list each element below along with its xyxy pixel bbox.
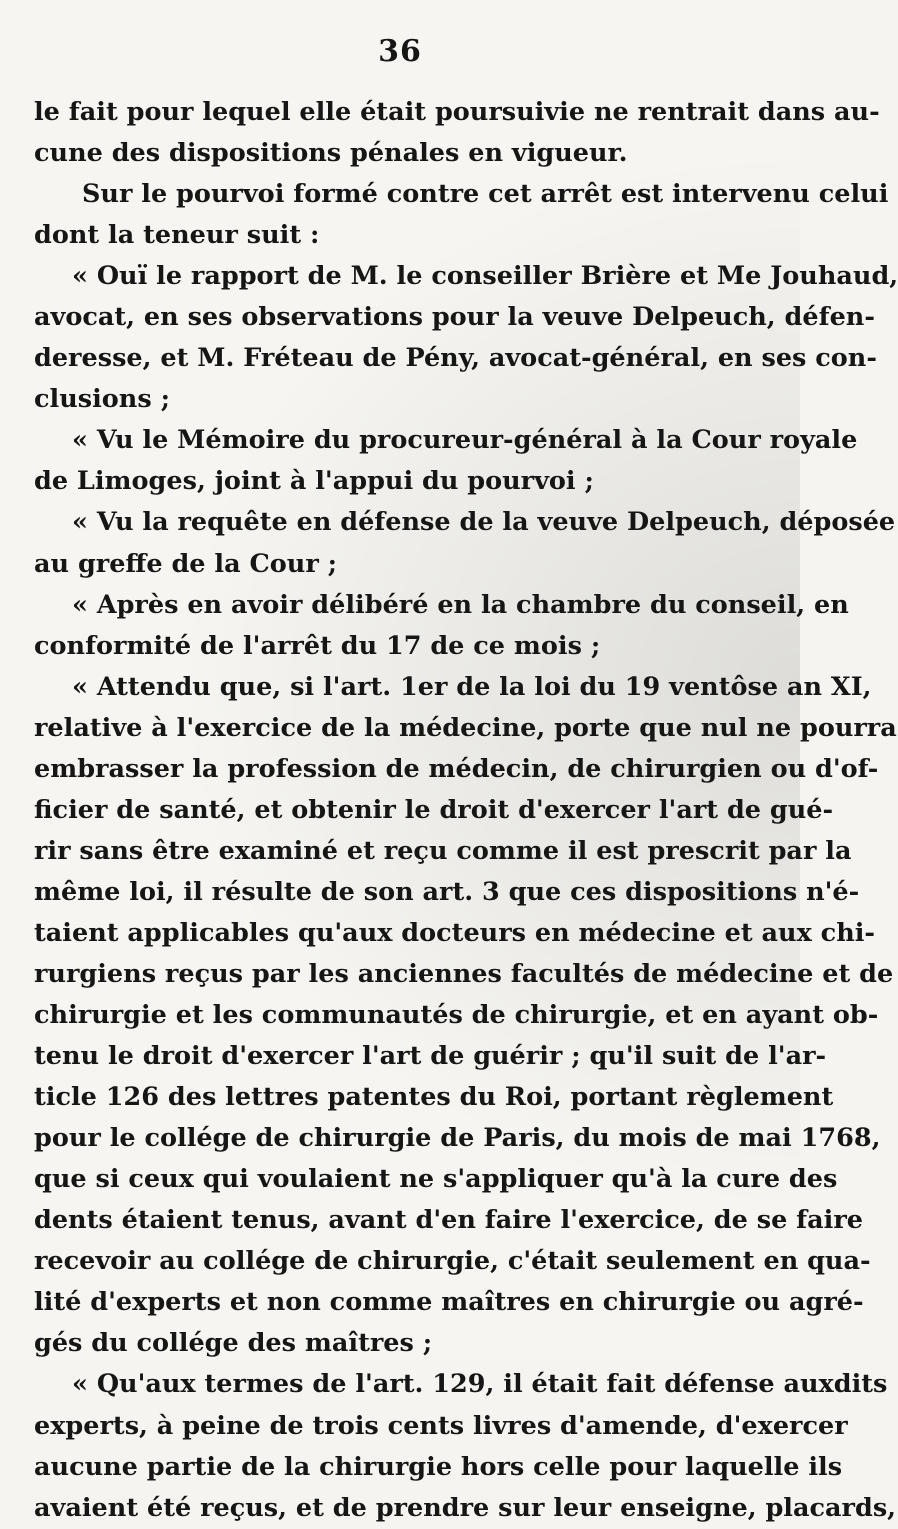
text-line: « Vu la requête en défense de la veuve Delpeuch, déposée (72, 507, 896, 538)
text-line: experts, à peine de trois cents livres d'amende, d'exercer (34, 1410, 848, 1441)
body-text (34, 92, 898, 1529)
text-line: rurgiens reçus par les anciennes facultés de médecine et de (34, 958, 894, 989)
text-line: avocat, en ses observations pour la veuve Delpeuch, défen- (34, 302, 875, 333)
text-line: dents étaient tenus, avant d'en faire l'exercice, de se faire (34, 1205, 864, 1236)
text-line: pour le collége de chirurgie de Paris, du mois de mai 1768, (34, 1123, 881, 1154)
text-line: embrasser la profession de médecin, de chirurgien ou d'of- (34, 753, 879, 784)
text-line: aucune partie de la chirurgie hors celle pour laquelle ils (34, 1451, 843, 1482)
text-line: ticle 126 des lettres patentes du Roi, portant règlement (34, 1082, 834, 1113)
text-line: conformité de l'arrêt du 17 de ce mois ; (34, 630, 601, 661)
text-line: « Ouï le rapport de M. le conseiller Brière et Me Jouhaud, (72, 261, 898, 292)
text-line: Sur le pourvoi formé contre cet arrêt est intervenu celui (82, 179, 889, 210)
text-line: recevoir au collége de chirurgie, c'était seulement en qua- (34, 1246, 871, 1277)
text-line: ficier de santé, et obtenir le droit d'exercer l'art de gué- (34, 794, 834, 825)
text-line: « Après en avoir délibéré en la chambre du conseil, en (72, 589, 849, 620)
text-line: clusions ; (34, 384, 170, 415)
text-line: que si ceux qui voulaient ne s'appliquer qu'à la cure des (34, 1164, 838, 1195)
text-line: « Vu le Mémoire du procureur-général à la Cour royale (72, 425, 858, 456)
text-line: gés du collége des maîtres ; (34, 1328, 433, 1359)
page-number: 36 (378, 34, 422, 69)
text-line: rir sans être examiné et reçu comme il est prescrit par la (34, 835, 852, 866)
text-line: chirurgie et les communautés de chirurgie, et en ayant ob- (34, 1000, 879, 1031)
text-line: tenu le droit d'exercer l'art de guérir ; qu'il suit de l'ar- (34, 1041, 827, 1072)
text-line: au greffe de la Cour ; (34, 548, 338, 579)
text-line: même loi, il résulte de son art. 3 que ces dispositions n'é- (34, 876, 860, 907)
text-line: le fait pour lequel elle était poursuivie ne rentrait dans au- (34, 97, 880, 127)
text-line: taient applicables qu'aux docteurs en médecine et aux chi- (34, 917, 876, 948)
text-line: cune des dispositions pénales en vigueur. (34, 138, 628, 169)
text-line: deresse, et M. Fréteau de Pény, avocat-général, en ses con- (34, 343, 877, 374)
text-line: relative à l'exercice de la médecine, porte que nul ne pourra (34, 712, 897, 743)
text-line: lité d'experts et non comme maîtres en chirurgie ou agré- (34, 1287, 864, 1318)
text-line: de Limoges, joint à l'appui du pourvoi ; (34, 466, 594, 497)
text-line: « Attendu que, si l'art. 1er de la loi du 19 ventôse an XI, (72, 671, 872, 702)
text-line: dont la teneur suit : (34, 220, 320, 251)
text-line: avaient été reçus, et de prendre sur leur enseigne, placards, (34, 1492, 897, 1523)
text-line: « Qu'aux termes de l'art. 129, il était fait défense auxdits (72, 1369, 888, 1400)
